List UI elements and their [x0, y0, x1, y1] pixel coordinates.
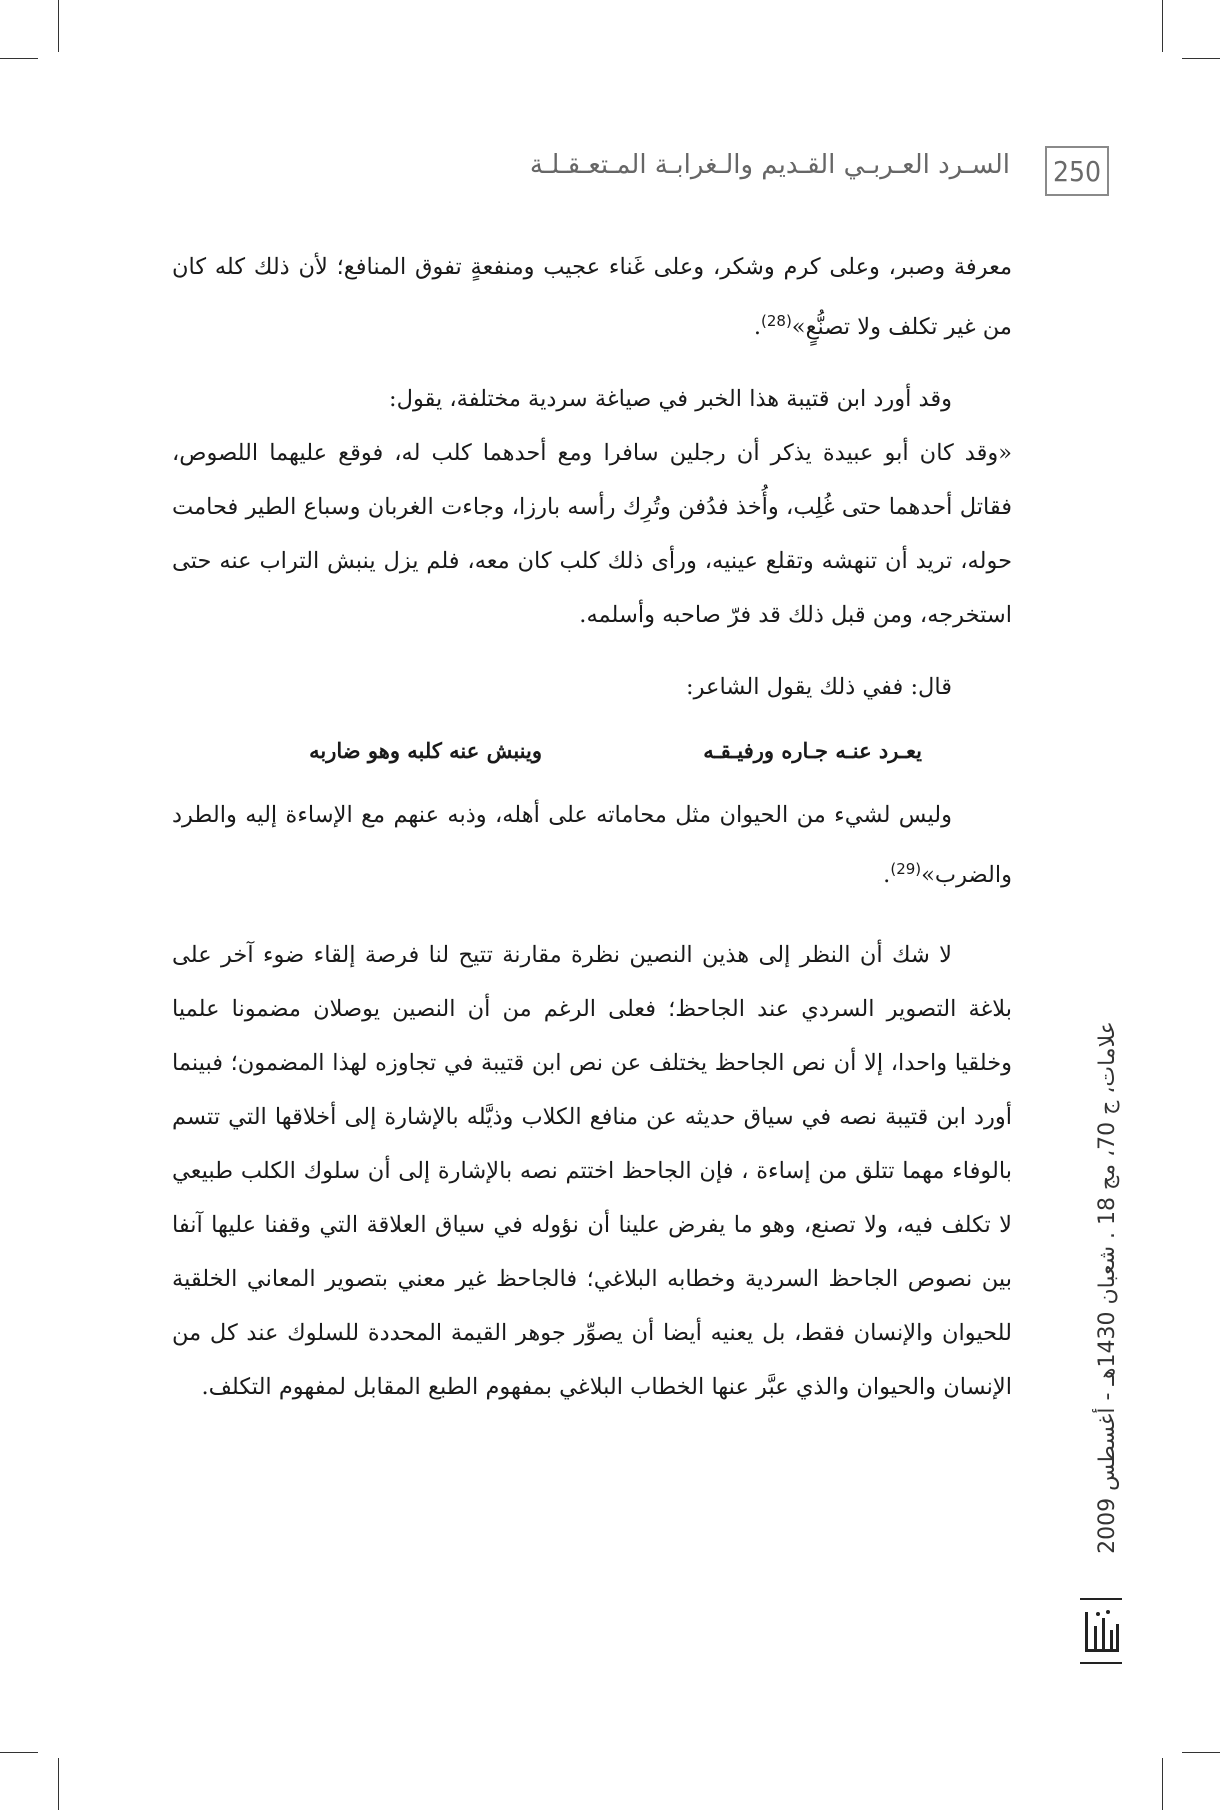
- crop-mark: [58, 0, 59, 52]
- journal-citation: علامات، ج 70، مج 18 . شعبان 1430هـ - أغسطس 2009: [1095, 1021, 1120, 1554]
- page-number: 250: [1045, 146, 1109, 196]
- footnote-ref: (28): [760, 312, 792, 330]
- paragraph: لا شك أن النظر إلى هذين النصين نظرة مقارنة تتيح لنا فرصة إلقاء ضوء آخر على بلاغة التصوير السردي عند الجاحظ؛ فعلى الرغم من أن النصين يوصلان مضمونا علميا وخلقيا واحدا، إلا أن نص الجاحظ يختلف عن نص ابن قتيبة في تجاوزه لهذا المضمون؛ فبينما أورد ابن قتيبة نصه في سياق حديثه عن منافع الكلاب وذيَّله بالإشارة إلى أخلاقها التي تتسم بالوفاء مهما تتلق من إساءة ، فإن الجاحظ اختتم نصه بالإشارة إلى أن سلوك الكلب طبيعي لا تكلف فيه، ولا تصنع، وهو ما يفرض علينا أن نؤوله في سياق العلاقة التي وقفنا عليها آنفا بين نصوص الجاحظ السردية وخطابه البلاغي؛ فالجاحظ غير معني بتصوير المعاني الخلقية للحيوان والإنسان فقط، بل يعنيه أيضا أن يصوِّر جوهر القيمة المحددة للسلوك عند كل من الإنسان والحيوان والذي عبَّر عنها الخطاب البلاغي بمفهوم الطبع المقابل لمفهوم التكلف.: [172, 942, 1012, 1400]
- logo-divider: [1080, 1662, 1122, 1664]
- running-header-title: السـرد العـربـي القـديم والـغرابـة المـتعـقـلـة: [529, 150, 1010, 180]
- poem-verse: [172, 724, 1012, 778]
- paragraph: وقد أورد ابن قتيبة هذا الخبر في صياغة سردية مختلفة، يقول:: [389, 386, 952, 412]
- verse-first-hemistich: يعـرد عنـه جـاره ورفيـقـه: [703, 738, 922, 763]
- paragraph: معرفة وصبر، وعلى كرم وشكر، وعلى غَناء عجيب ومنفعةٍ تفوق المنافع؛ لأن ذلك كله كان من غير تكلف ولا تصنُّعٍ»$^{(28)}$.: [172, 254, 1012, 340]
- paragraph: وليس لشيء من الحيوان مثل محاماته على أهله، وذبه عنهم مع الإساءة إليه والطرد والضرب»$^{(29)}$.: [172, 802, 1012, 888]
- quoted-paragraph: «وقد كان أبو عبيدة يذكر أن رجلين سافرا ومع أحدهما كلب له، فوقع عليهما اللصوص، فقاتل أحدهما حتى غُلِب، وأُخذ فدُفن وتُرِك رأسه بارزا، وجاءت الغربان وسباع الطير فحامت حوله، تريد أن تنهشه وتقلع عينيه، ورأى ذلك كلب كان معه، فلم يزل ينبش التراب عنه حتى استخرجه، ومن قبل ذلك قد فرّ صاحبه وأسلمه.: [172, 440, 1012, 628]
- crop-mark: [1162, 0, 1163, 52]
- body-text: [172, 240, 1012, 1414]
- crop-mark: [0, 1752, 38, 1753]
- journal-logo: [1082, 1604, 1122, 1658]
- footnote-ref: (29): [890, 860, 922, 878]
- logo-divider: [1080, 1598, 1122, 1600]
- paragraph: قال: ففي ذلك يقول الشاعر:: [686, 674, 952, 700]
- crop-mark: [1182, 1752, 1220, 1753]
- crop-mark: [0, 58, 38, 59]
- crop-mark: [1182, 58, 1220, 59]
- crop-mark: [1162, 1758, 1163, 1810]
- verse-second-hemistich: وينبش عنه كلبه وهو ضاربه: [309, 738, 542, 763]
- crop-mark: [58, 1758, 59, 1810]
